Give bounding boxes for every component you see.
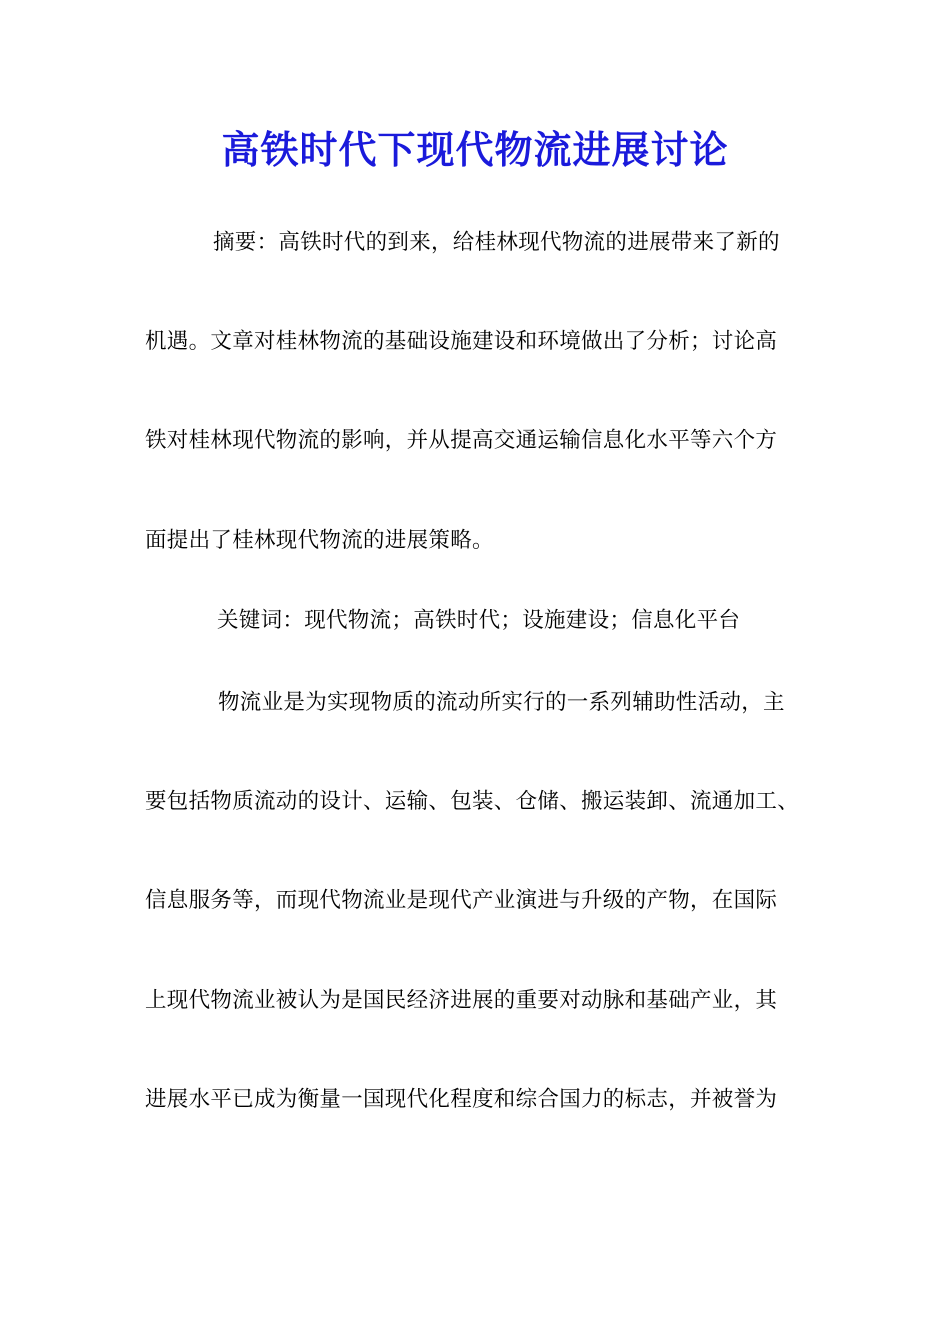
body-line-1: 物流业是为实现物质的流动所实行的一系列辅助性活动，主	[218, 690, 785, 715]
abstract-line-3: 铁对桂林现代物流的影响，并从提高交通运输信息化水平等六个方	[145, 428, 778, 453]
body-line-4: 上现代物流业被认为是国民经济进展的重要对动脉和基础产业，其	[145, 988, 778, 1013]
abstract-line-4: 面提出了桂林现代物流的进展策略。	[145, 528, 494, 553]
abstract-line-2: 机遇。文章对桂林物流的基础设施建设和环境做出了分析；讨论高	[145, 329, 778, 354]
abstract-line-1: 摘要：高铁时代的到来，给桂林现代物流的进展带来了新的	[213, 230, 780, 255]
document-title: 高铁时代下现代物流进展讨论	[221, 127, 729, 172]
body-line-2: 要包括物质流动的设计、运输、包装、仓储、搬运装卸、流通加工、	[145, 789, 800, 814]
keywords-line: 关键词：现代物流；高铁时代；设施建设；信息化平台	[217, 608, 741, 633]
body-line-3: 信息服务等，而现代物流业是现代产业演进与升级的产物，在国际	[145, 888, 778, 913]
body-line-5: 进展水平已成为衡量一国现代化程度和综合国力的标志，并被誉为	[145, 1087, 778, 1112]
